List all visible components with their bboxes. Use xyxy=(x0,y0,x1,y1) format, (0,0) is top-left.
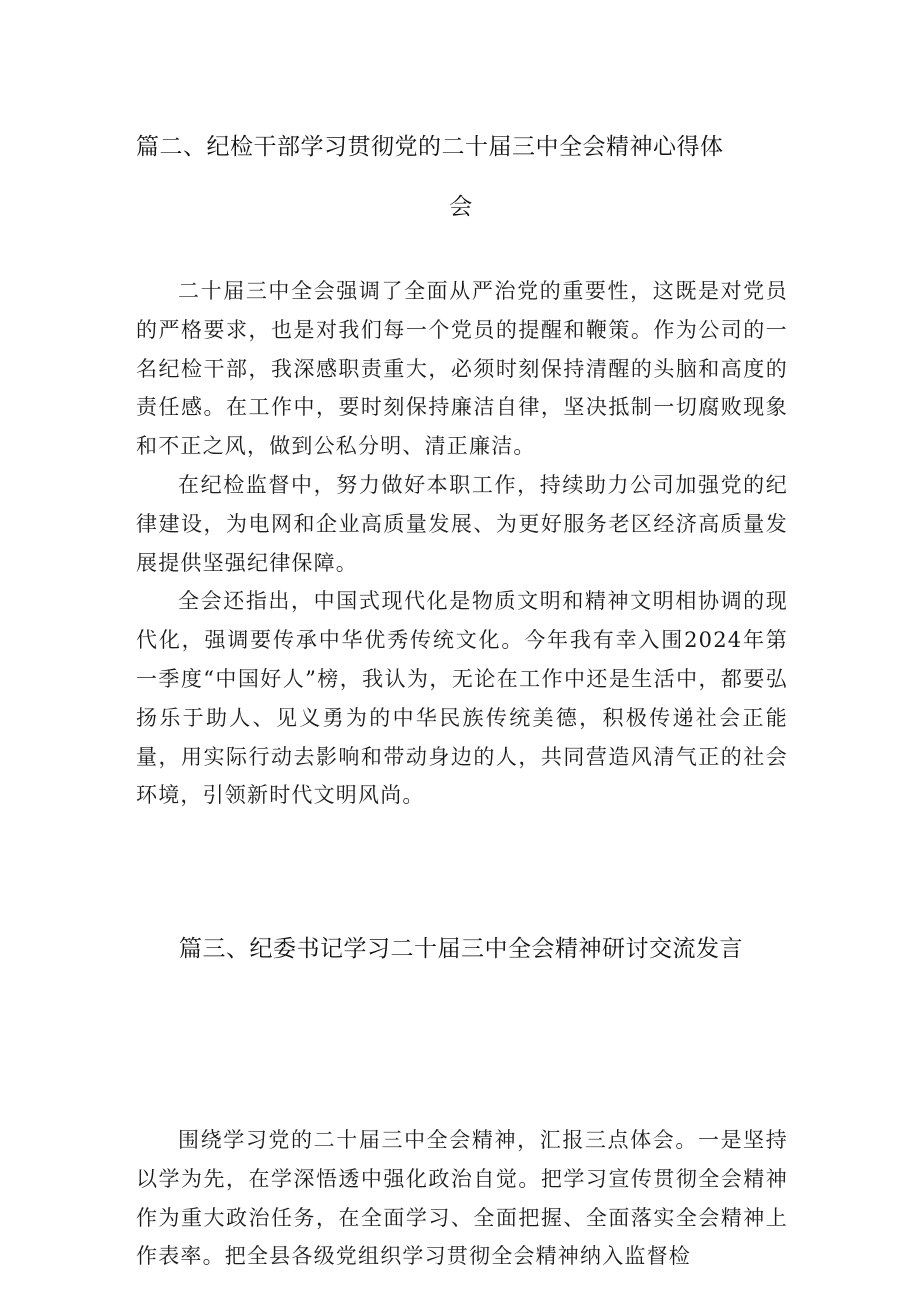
section-three-paragraph-1: 围绕学习党的二十届三中全会精神，汇报三点体会。一是坚持以学为先，在学深悟透中强化政治自觉。把学习宣传贯彻全会精神作为重大政治任务，在全面学习、全面把握、全面落实全会精神上作表率。把全县各级党组织学习贯彻全会精神纳入监督检 xyxy=(136,1128,788,1269)
section-two-paragraph-3: 全会还指出，中国式现代化是物质文明和精神文明相协调的现代化，强调要传承中华优秀传统文化。今年我有幸入围2024年第一季度“中国好人”榜，我认为，无论在工作中还是生活中，都要弘扬乐于助人、见义勇为的中华民族传统美德，积极传递社会正能量，用实际行动去影响和带动身边的人，共同营造风清气正的社会环境，引领新时代文明风尚。 xyxy=(136,589,788,808)
section-three-body xyxy=(136,1121,788,1276)
section-two-heading xyxy=(136,117,786,237)
section-three-heading: 篇三、纪委书记学习二十届三中全会精神研讨交流发言 xyxy=(179,936,743,962)
section-two-heading-line2: 会 xyxy=(449,194,473,220)
section-two-heading-line1: 篇二、纪检干部学习贯彻党的二十届三中全会精神心得体 xyxy=(136,134,724,160)
section-two-paragraph-1: 二十届三中全会强调了全面从严治党的重要性，这既是对党员的严格要求，也是对我们每一个党员的提醒和鞭策。作为公司的一名纪检干部，我深感职责重大，必须时刻保持清醒的头脑和高度的责任感。在工作中，要时刻保持廉洁自律，坚决抵制一切腐败现象和不正之风，做到公私分明、清正廉洁。 xyxy=(136,279,788,459)
section-two-body xyxy=(136,272,788,815)
section-two-paragraph-2: 在纪检监督中，努力做好本职工作，持续助力公司加强党的纪律建设，为电网和企业高质量发展、为更好服务老区经济高质量发展提供坚强纪律保障。 xyxy=(136,472,788,575)
